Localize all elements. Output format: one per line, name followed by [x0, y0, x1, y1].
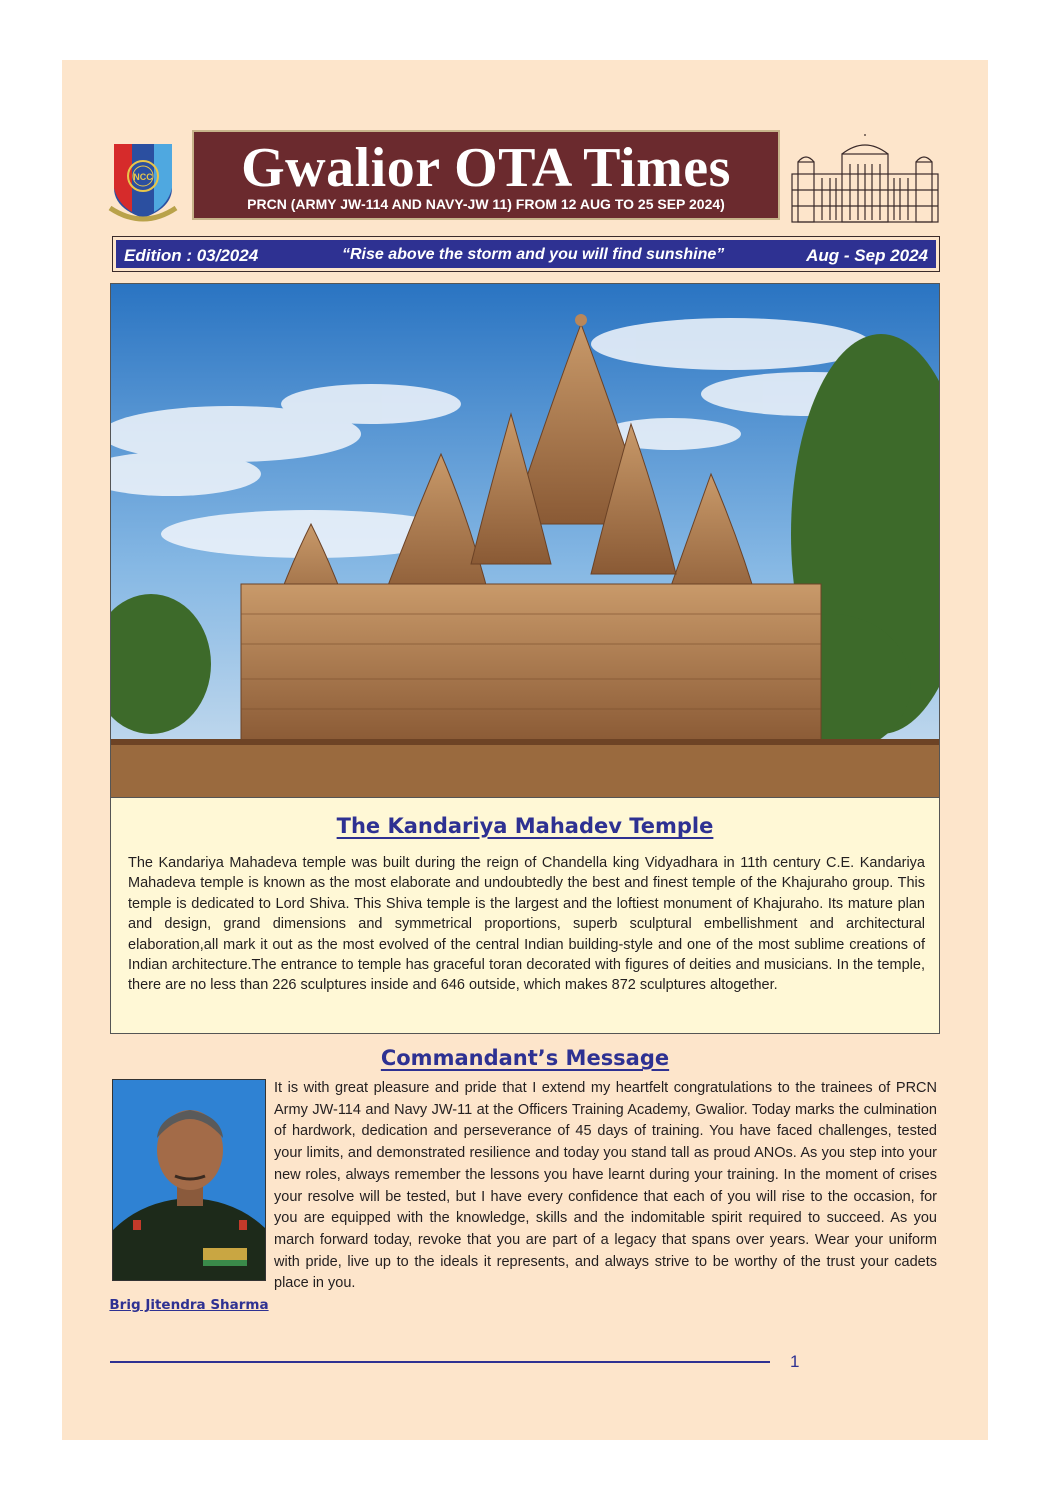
footer-rule	[110, 1361, 770, 1363]
commandant-name: Brig Jitendra Sharma	[109, 1297, 269, 1313]
temple-body: The Kandariya Mahadeva temple was built during the reign of Chandella king Vidyadhara in 11th century C.E. Kandariya Mahadeva temple is known as the most elaborate and undoubtedly the best and finest temple of the Khajuraho group. This temple is dedicated to Lord Shiva. This Shiva temple is the largest and the loftiest monument of Khajuraho. Its mature plan and design, grand dimensions and symmetrical proportions, superb sculptural embellishment and architectural elaboration,all mark it out as the most evolved of the central Indian building-style and one of the most sublime creations of Indian architecture.The entrance to temple has graceful toran decorated with figures of deities and musicians. In the temple, there are no less than 226 sculptures inside and 646 outside, which makes 872 sculptures altogether.	[128, 855, 925, 994]
newsletter-subtitle: PRCN (ARMY JW-114 AND NAVY-JW 11) FROM 12 AUG TO 25 SEP 2024)	[247, 196, 725, 212]
academy-building-icon	[790, 134, 940, 224]
temple-article	[110, 798, 940, 1034]
commandant-heading: Commandant’s Message	[380, 1046, 670, 1070]
edition-date: Aug - Sep 2024	[806, 246, 928, 265]
temple-photo	[110, 283, 940, 798]
edition-strip	[112, 236, 940, 272]
commandant-body: It is with great pleasure and pride that I extend my heartfelt congratulations to the trainees of PRCN Army JW-114 and Navy JW-11 at the Officers Training Academy, Gwalior. Today marks the culmination of hardwork, dedication and perseverance of 45 days of training. You have faced challenges, tested your limits, and demonstrated resilience and today you stand tall as proud ANOs. As you step into your new roles, always remember the lessons you have learnt during your training. In the moment of crises your resolve will be tested, but I have every confidence that each of you will rise to the occasion, for you are equipped with the knowledge, skills and the indomitable spirit required to succeed. As you march forward today, revoke that you are part of a legacy that spans over years. Wear your uniform with pride, live up to the ideals it represents, and always strive to be worthy of the trust your cadets place in you.	[274, 1080, 937, 1292]
edition-quote: “Rise above the storm and you will find sunshine”	[342, 246, 725, 263]
temple-heading: The Kandariya Mahadev Temple	[336, 814, 714, 838]
newsletter-title: Gwalior OTA Times	[241, 137, 731, 199]
svg-text:NCC: NCC	[133, 172, 153, 182]
masthead-banner	[192, 130, 780, 220]
edition-number: Edition : 03/2024	[124, 246, 259, 265]
page-number: 1	[790, 1352, 800, 1371]
ncc-logo-icon	[108, 138, 178, 224]
commandant-portrait	[112, 1079, 266, 1281]
